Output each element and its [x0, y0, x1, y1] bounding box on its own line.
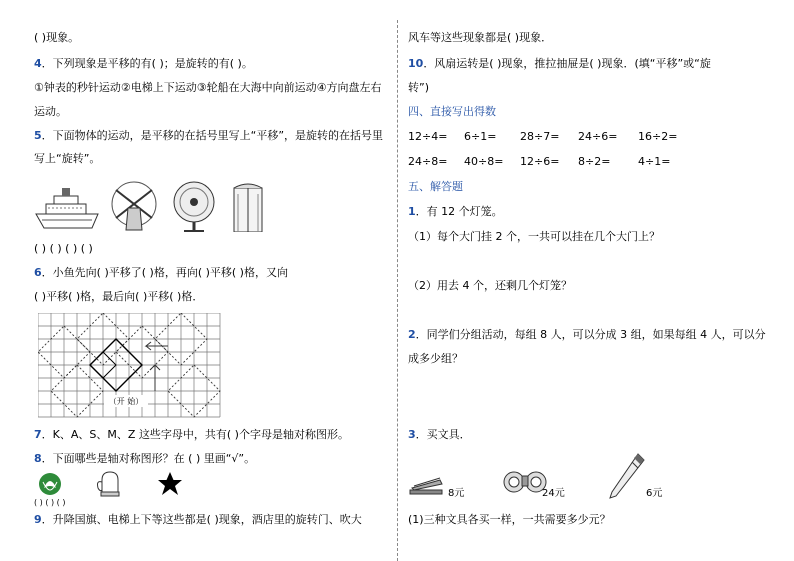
- problem-3: [408, 428, 471, 442]
- ship-icon: [36, 188, 98, 228]
- question-6-cont: ( )平移( )格，最后向( )平移( )格．: [34, 290, 204, 303]
- problem-1-part-2: （2）用去 4 个，还剩几个灯笼？: [408, 279, 572, 292]
- calc-item: 12÷6=: [520, 155, 560, 168]
- question-number: 4: [34, 57, 42, 70]
- question-text: ．K、A、S、M、Z 这些字母中，共有( )个字母是轴对称图形。: [41, 428, 349, 441]
- question-5: [34, 129, 383, 143]
- price-label: 24元: [542, 488, 565, 499]
- q5-pictures: [34, 178, 264, 232]
- grid-start-label: （开 始）: [108, 397, 144, 406]
- problem-1: [408, 205, 503, 219]
- calc-item: 24÷6=: [578, 130, 618, 143]
- leaf-logo-icon: [39, 473, 61, 495]
- price-label: 6元: [646, 488, 663, 499]
- calc-item: 4÷1=: [638, 155, 671, 168]
- question-text: ．下面哪些是轴对称图形？在 ( ) 里画“√”。: [41, 452, 256, 465]
- star-icon: [158, 472, 182, 495]
- problem-2: [408, 328, 766, 342]
- question-10-cont: 转”): [408, 81, 429, 94]
- question-6: [34, 266, 288, 280]
- calc-item: 6÷1=: [464, 130, 497, 143]
- question-number: 1: [408, 205, 416, 218]
- binoculars-icon: [504, 472, 546, 492]
- question-text: ．下列现象是平移的有( )；是旋转的有( )。: [41, 57, 253, 70]
- q8-answer-parens: ( ) ( ) ( ): [34, 498, 66, 507]
- question-4-options-cont: 运动。: [34, 105, 67, 118]
- question-text: ．升降国旗、电梯上下等这些都是( )现象，酒店里的旋转门、吹大: [41, 513, 362, 526]
- question-number: 8: [34, 452, 42, 465]
- stationery-row: [408, 448, 678, 502]
- column-divider: [397, 20, 398, 561]
- question-text: ．小鱼先向( )平移了( )格，再向( )平移( )格，又向: [41, 266, 288, 279]
- price-label: 8元: [448, 488, 465, 499]
- calc-item: 12÷4=: [408, 130, 448, 143]
- question-number: 6: [34, 266, 42, 279]
- question-9: [34, 513, 362, 527]
- question-number: 5: [34, 129, 42, 142]
- section-4-title: 四、直接写出得数: [408, 105, 496, 118]
- question-number: 7: [34, 428, 42, 441]
- mitten-icon: [98, 472, 120, 496]
- question-text: ．同学们分组活动，每组 8 人，可以分成 3 组，如果每组 4 人，可以分: [415, 328, 766, 341]
- fish-grid: [38, 313, 228, 419]
- question-7: [34, 428, 349, 442]
- calc-item: 40÷8=: [464, 155, 504, 168]
- fan-icon: [174, 182, 214, 232]
- question-8: [34, 452, 255, 466]
- question-text: ．下面物体的运动，是平移的在括号里写上“平移”，是旋转的在括号里: [41, 129, 384, 142]
- problem-3-part-1: (1)三种文具各买一样，一共需要多少元？: [408, 513, 611, 526]
- revolving-door-icon: [234, 184, 262, 232]
- calc-item: 8÷2=: [578, 155, 611, 168]
- question-5-cont: 写上“旋转”。: [34, 152, 101, 165]
- text-line: ( )现象。: [34, 31, 80, 44]
- q8-shapes: [38, 470, 228, 500]
- question-10: [408, 57, 711, 71]
- calc-item: 16÷2=: [638, 130, 678, 143]
- question-number: 10: [408, 57, 424, 70]
- text-line: 风车等这些现象都是( )现象．: [408, 31, 553, 44]
- section-5-title: 五、解答题: [408, 180, 463, 193]
- question-text: ．风扇运转是( )现象，推拉抽屉是( )现象．(填“平移”或“旋: [423, 57, 711, 70]
- question-text: ．有 12 个灯笼。: [415, 205, 503, 218]
- question-text: ．买文具．: [415, 428, 471, 441]
- stapler-icon: [410, 478, 442, 494]
- question-number: 2: [408, 328, 416, 341]
- question-4: [34, 57, 253, 71]
- question-number: 9: [34, 513, 42, 526]
- calc-item: 24÷8=: [408, 155, 448, 168]
- problem-1-part-1: （1）每个大门挂 2 个，一共可以挂在几个大门上？: [408, 230, 660, 243]
- windmill-icon: [112, 182, 156, 230]
- calc-item: 28÷7=: [520, 130, 560, 143]
- question-4-options: ①钟表的秒针运动②电梯上下运动③轮船在大海中向前运动④方向盘左右: [34, 81, 382, 94]
- problem-2-cont: 成多少组？: [408, 352, 463, 365]
- question-number: 3: [408, 428, 416, 441]
- q5-answer-parens: ( ) ( ) ( ) ( ): [34, 242, 93, 255]
- pen-icon: [610, 454, 644, 498]
